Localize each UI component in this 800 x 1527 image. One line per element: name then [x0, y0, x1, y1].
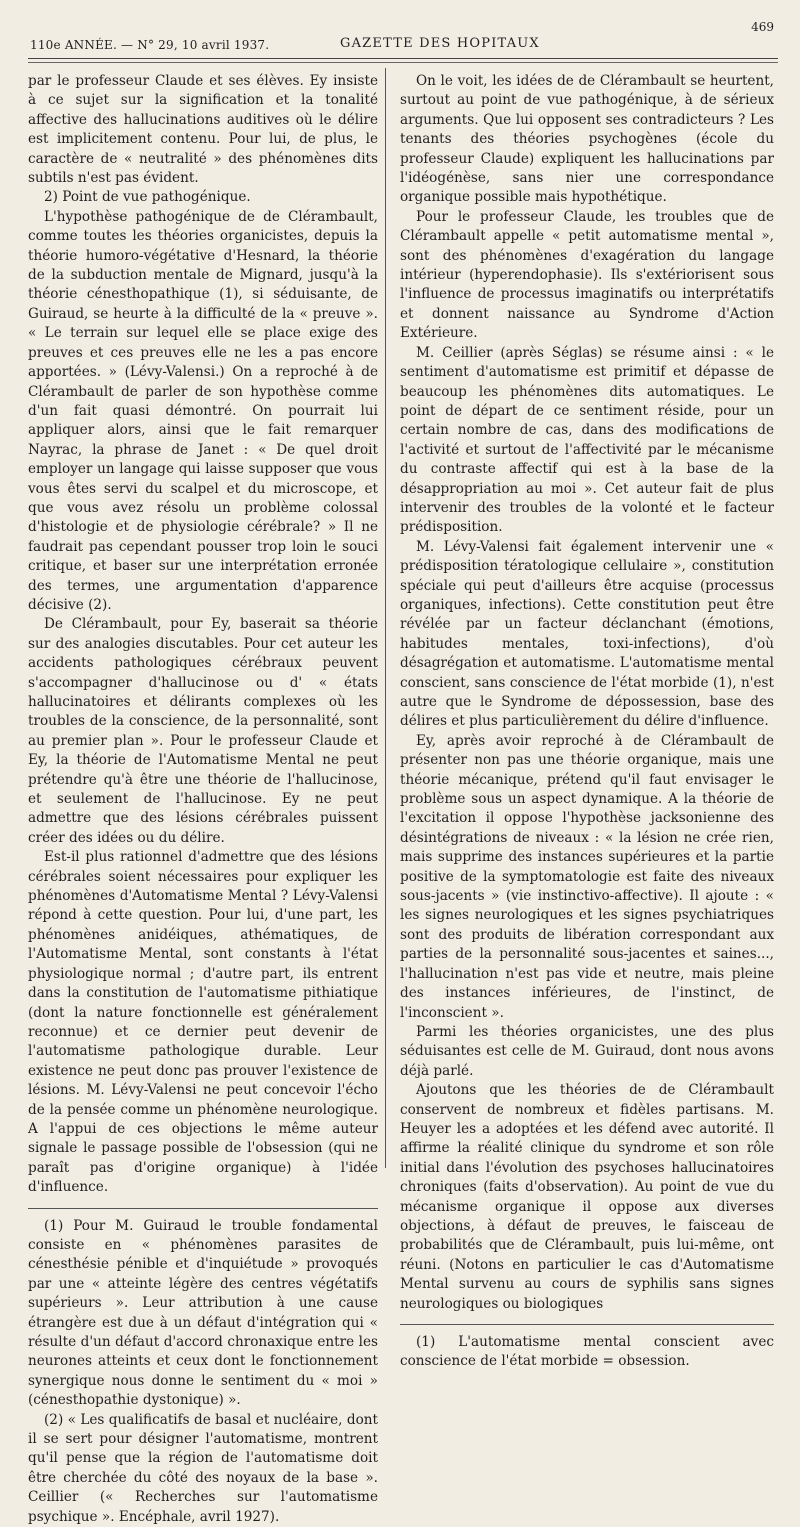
paragraph: M. Lévy-Valensi fait également intervenir une « prédisposition tératologique cellulaire », constitution spéciale qui peut d'ailleurs être acquise (processus organiques, infections). Cette constitution peut être révélée par un facteur déclanchant (émotions, habitudes mentales, toxi-infections), d'où désagrégation et automatisme. L'automatisme mental conscient, sans conscience de l'état morbide (1), n'est autre que le Syndrome de dépossession, base des délires et plus particulièrement du délire d'influence.	[400, 538, 774, 730]
paragraph: L'hypothèse pathogénique de de Clérambault, comme toutes les théories organicistes, depuis la théorie humoro-végétative d'Hesnard, la théorie de la subduction mentale de Mignard, jusqu'à la théorie cénesthopathique (1), si séduisante, de Guiraud, se heurte à la difficulté de la « preuve ». « Le terrain sur lequel elle se place exige des preuves et ces preuves elle ne les a pas encore apportées. » (Lévy-Valensi.) On a reproché à de Clérambault de parler de son hypothèse comme d'un fait quasi démontré. On pourrait lui appliquer alors, ainsi que le fait remarquer Nayrac, la phrase de Janet : « De quel droit employer un langage qui laisse supposer que vous vous êtes servi du scalpel et du microscope, et que vous avez résolu un problème colossal d'histologie et de physiologie cérébrale? » Il ne faudrait pas cependant pousser trop loin le souci critique, et baser sur une interprétation erronée des termes, une argumentation d'apparence décisive (2).	[28, 208, 378, 613]
issue-info: 110e ANNÉE. — N° 29, 10 avril 1937.	[30, 38, 270, 52]
paragraph: De Clérambault, pour Ey, baserait sa théorie sur des analogies discutables. Pour cet auteur les accidents pathologiques cérébraux peuvent s'accompagner d'hallucinose ou d' « états hallucinatoires et délirants complexes où les troubles de la conscience, de la personnalité, sont au premier plan ». Pour le professeur Claude et Ey, la théorie de l'Automatisme Mental ne peut prétendre qu'à être une théorie de l'hallucinose, et seulement de l'hallucinose. Ey ne peut admettre que des lésions cérébrales puissent créer des idées ou du délire.	[28, 616, 378, 846]
footnote: (1) L'automatisme mental conscient avec conscience de l'état morbide = obsession.	[400, 1334, 774, 1370]
page-number: 469	[751, 20, 774, 34]
paragraph: Ey, après avoir reproché à de Clérambault de présenter non pas une théorie organique, mais une théorie mécanique, prétend qu'il faut envisager le problème sous un aspect dynamique. A la théorie de l'excitation il oppose l'hypothèse jacksonienne des désintégrations de niveaux : « la lésion ne crée rien, mais supprime des instances supérieures et la partie positive de la symptomatologie est faite des niveaux sous-jacents » (vie instinctivo-affective). Il ajoute : « les signes neurologiques et les signes psychiatriques sont des produits de libération correspondant aux parties de la personnalité sous-jacentes et saines..., l'hallucination n'est pas vide et neutre, mais pleine des instances inférieures, de l'instinct, de l'inconscient ».	[400, 732, 774, 1021]
journal-title: GAZETTE DES HOPITAUX	[340, 36, 540, 51]
running-header	[28, 20, 778, 58]
section-heading: 2) Point de vue pathogénique.	[44, 189, 251, 206]
paragraph: Ajoutons que les théories de de Clérambault conservent de nombreux et fidèles partisans. M. Heuyer les a adoptées et les défend avec autorité. Il affirme la réalité clinique du syndrome et son rôle initial dans l'évolution des psychoses hallucinatoires chroniques (faits d'observation). Au point de vue du mécanisme organique il oppose aux diverses objections, à défaut de preuves, le faisceau de probabilités que de Clérambault, puis lui-même, ont réuni. (Notons en particulier le cas d'Automatisme Mental survenu au cours de syphilis sans signes neurologiques ou biologiques	[400, 1082, 774, 1312]
footnote: (1) Pour M. Guiraud le trouble fondamental consiste en « phénomènes parasites de cénesthésie pénible et d'inquiétude » provoqués par une « atteinte légère des centres végétatifs supérieurs ». Leur attribution à une cause étrangère est due à un défaut d'intégration qui « résulte d'un défaut d'accord chronaxique entre les neurones atteints et ceux dont le fonctionnement synergique nous donne le sentiment du « moi » (cénesthopathie dystonique) ».	[28, 1217, 378, 1409]
footnote-rule	[28, 1208, 378, 1209]
paragraph: On le voit, les idées de de Clérambault se heurtent, surtout au point de vue pathogénique, à de sérieux arguments. Que lui opposent ses contradicteurs ? Les tenants des théories psychogènes (école du professeur Claude) expliquent les hallucinations par l'idéogénèse, sans nier une correspondance organique possible mais hypothétique.	[400, 73, 774, 206]
header-rule	[28, 58, 778, 59]
paragraph: Parmi les théories organicistes, une des plus séduisantes est celle de M. Guiraud, dont nous avons déjà parlé.	[400, 1023, 774, 1079]
footnote-rule	[400, 1324, 774, 1325]
paragraph: Est-il plus rationnel d'admettre que des lésions cérébrales soient nécessaires pour expliquer les phénomènes d'Automatisme Mental ? Lévy-Valensi répond à cette question. Pour lui, d'une part, les phénomènes anidéiques, athématiques, de l'Automatisme Mental, sont constants à l'état physiologique normal ; d'autre part, ils entrent dans la constitution de l'automatisme pithiatique (dont la nature fonctionnelle est généralement reconnue) et ce dernier peut devenir de l'automatisme pathologique durable. Leur existence ne peut donc pas prouver l'existence de lésions. M. Lévy-Valensi ne peut concevoir l'écho de la pensée comme un phénomène neurologique. A l'appui de ces objections le même auteur signale le passage possible de l'obsession (qui ne paraît pas d'origine organique) à l'idée d'influence.	[28, 849, 378, 1196]
right-column	[400, 72, 774, 1372]
paragraph: par le professeur Claude et ses élèves. Ey insiste à ce sujet sur la signification et la tonalité affective des hallucinations auditives où le délire est implicitement contenu. Pour lui, de plus, le caractère de « neutralité » des phénomènes dits subtils n'est pas évident.	[28, 73, 378, 187]
footnote: (2) « Les qualificatifs de basal et nucléaire, dont il se sert pour désigner l'automatisme, montrent qu'il pense que la région de l'automatisme doit être cherchée du côté des noyaux de la base ». Ceillier (« Recherches sur l'automatisme psychique ». Encéphale, avril 1927).	[28, 1411, 378, 1525]
column-divider	[385, 68, 386, 1168]
paragraph: Pour le professeur Claude, les troubles que de Clérambault appelle « petit automatisme mental », sont des phénomènes d'exagération du langage intérieur (hyperendophasie). Ils s'extériorisent sous l'influence de processus imaginatifs ou interprétatifs et donnent naissance au Syndrome d'Action Extérieure.	[400, 208, 774, 342]
left-column	[28, 72, 378, 1527]
paragraph: M. Ceillier (après Séglas) se résume ainsi : « le sentiment d'automatisme est primitif et dépasse de beaucoup les phénomènes dits automatiques. Le point de départ de ce sentiment réside, pour un certain nombre de cas, dans des modifications de l'activité et surtout de l'affectivité par le mécanisme du contraste affectif qui est à la base de la désappropriation au moi ». Cet auteur fait de plus intervenir des troubles de la volonté et le facteur prédisposition.	[400, 344, 774, 536]
header-rule-thin	[28, 62, 778, 63]
